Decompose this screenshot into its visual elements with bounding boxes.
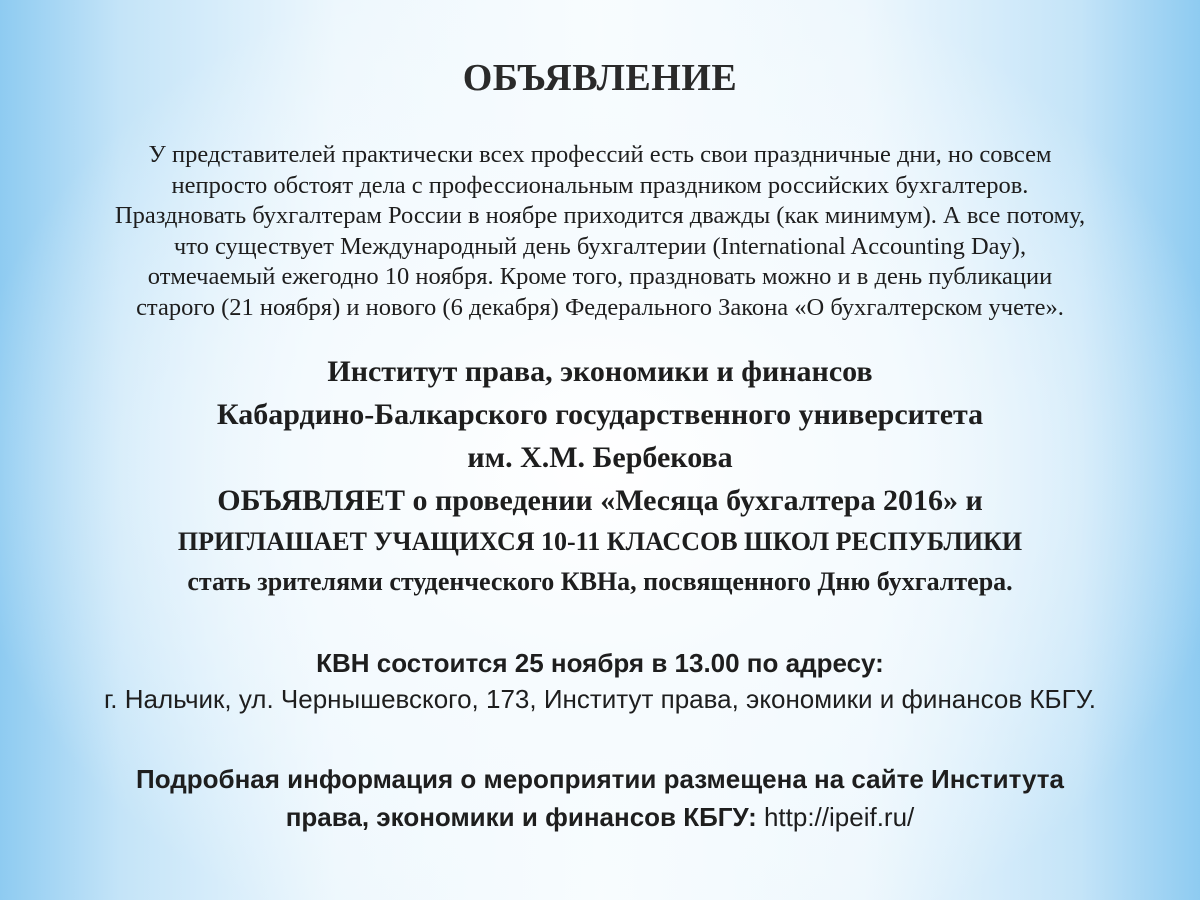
intro-line: Праздновать бухгалтерам России в ноябре приходится дважды (как минимум). А все потому, [114, 202, 1086, 230]
organizer-line: Кабардино-Балкарского государственного университета [216, 398, 984, 431]
intro-paragraph [20, 140, 1180, 324]
more-info [0, 760, 1200, 836]
event-details [0, 645, 1200, 717]
website-link[interactable]: http://ipeif.ru/ [763, 802, 915, 832]
organizer-line: Институт права, экономики и финансов [327, 355, 873, 388]
intro-line: что существует Международный день бухгалтерии (International Accounting Day), [173, 232, 1027, 260]
invitation-line: ПРИГЛАШАЕТ УЧАЩИХСЯ 10-11 КЛАССОВ ШКОЛ РЕСПУБЛИКИ [177, 527, 1023, 556]
event-time: КВН состоится 25 ноября в 13.00 по адресу: [316, 648, 884, 678]
invitation-line: стать зрителями студенческого КВНа, посвященного Дню бухгалтера. [187, 567, 1013, 596]
announcement-line: ОБЪЯВЛЯЕТ о проведении «Месяца бухгалтера 2016» и [217, 484, 983, 517]
intro-line: отмечаемый ежегодно 10 ноября. Кроме того, праздновать можно и в день публикации [147, 263, 1053, 291]
intro-line: старого (21 ноября) и нового (6 декабря) Федерального Закона «О бухгалтерском учете». [136, 293, 1064, 321]
organizer-block [0, 350, 1200, 602]
announcement-title: ОБЪЯВЛЕНИЕ [462, 57, 738, 99]
intro-line: У представителей практически всех профессий есть свои праздничные дни, но совсем [148, 141, 1052, 168]
event-address: г. Нальчик, ул. Чернышевского, 173, Институт права, экономики и финансов КБГУ. [104, 684, 1096, 714]
intro-line: непросто обстоят дела с профессиональным праздником российских бухгалтеров. [171, 171, 1029, 199]
more-info-line: права, экономики и финансов КБГУ: [285, 802, 757, 832]
more-info-line: Подробная информация о мероприятии размещена на сайте Института [136, 764, 1064, 794]
organizer-line: им. Х.М. Бербекова [467, 441, 733, 474]
